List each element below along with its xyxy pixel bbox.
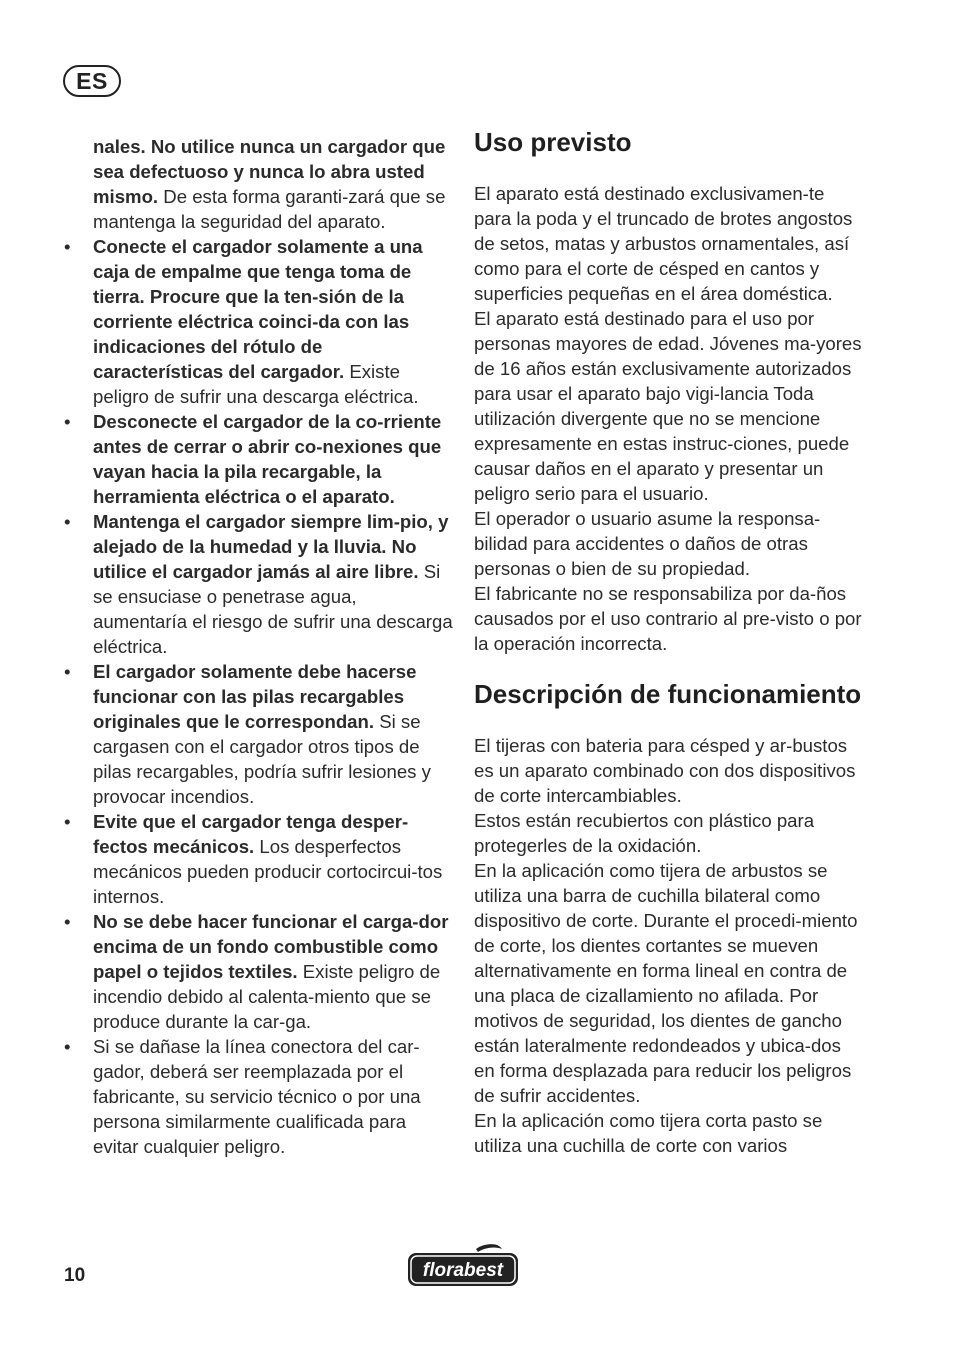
bullet-bold-text: El cargador solamente debe hacerse funcionar con las pilas recargables originales que le correspondan.: [93, 661, 417, 732]
bullet-bold-text: Evite que el cargador tenga desper-fectos mecánicos.: [93, 811, 409, 857]
safety-bullet-list: [62, 234, 454, 1159]
left-column: [62, 134, 454, 1159]
bullet-bold-text: Mantenga el cargador siempre lim-pio, y alejado de la humedad y la lluvia. No utilice el cargador jamás al aire libre.: [93, 511, 449, 582]
body-paragraph: El aparato está destinado exclusivamen-te para la poda y el truncado de brotes angostos de setos, matas y arbustos ornamentales, así como para el corte de césped en cantos y superficies pequeñas en el área doméstica.: [474, 183, 853, 304]
bullet-bold-text: No se debe hacer funcionar el carga-dor encima de un fondo combustible como papel o tejidos textiles.: [93, 911, 449, 982]
bullet-normal-text: Existe peligro de sufrir una descarga eléctrica.: [93, 361, 419, 407]
page-number: 10: [64, 1265, 86, 1286]
bullet-item: [62, 1034, 454, 1159]
bullet-marker: •: [64, 1036, 71, 1057]
continuation-paragraph: [62, 134, 454, 234]
continuation-bold: nales. No utilice nunca un cargador que sea defectuoso y nunca lo abra usted mismo.: [93, 136, 446, 207]
bullet-marker: •: [64, 911, 71, 932]
bullet-item: [62, 909, 454, 1034]
right-column: [474, 126, 864, 1158]
bullet-item: [62, 509, 454, 659]
section-descripcion-body: [474, 733, 864, 1158]
bullet-normal-text: Si se dañase la línea conectora del car-gador, deberá ser reemplazada por el fabricante, su servicio técnico o por una persona similarmente cualificada para evitar cualquier peligro.: [93, 1036, 421, 1157]
bullet-bold-text: Conecte el cargador solamente a una caja de empalme que tenga toma de tierra. Procure que la ten-sión de la corriente eléctrica coinci-da con las indicaciones del rótulo de características del cargador.: [93, 236, 423, 382]
bullet-item: [62, 659, 454, 809]
bullet-marker: •: [64, 411, 71, 432]
body-paragraph: El operador o usuario asume la responsa-bilidad para accidentes o daños de otras personas o bien de su propiedad.: [474, 508, 821, 579]
bullet-normal-text: Si se ensuciase o penetrase agua, aumentaría el riesgo de sufrir una descarga eléctrica.: [93, 561, 453, 657]
body-paragraph: En la aplicación como tijera corta pasto se utiliza una cuchilla de corte con varios: [474, 1110, 823, 1156]
bullet-marker: •: [64, 236, 71, 257]
bullet-marker: •: [64, 511, 71, 532]
section-title-descripcion: Descripción de funcionamiento: [474, 679, 862, 709]
bullet-item: [62, 809, 454, 909]
bullet-item: [62, 234, 454, 409]
section-title-uso-previsto: Uso previsto: [474, 127, 632, 157]
body-paragraph: En la aplicación como tijera de arbustos se utiliza una barra de cuchilla bilateral como dispositivo de corte. Durante el procedi-miento de corte, los dientes cortantes se mueven alternativamente en forma lineal en contra de una placa de cizallamiento no afilada. Por motivos de seguridad, los dientes de gancho: [474, 860, 858, 1031]
logo-text: florabest: [422, 1260, 504, 1281]
florabest-logo: [406, 1243, 520, 1289]
body-paragraph: El tijeras con bateria para césped y ar-bustos es un aparato combinado con dos dispositivos de corte intercambiables.: [474, 735, 856, 806]
bullet-normal-text: Existe peligro de incendio debido al calenta-miento que se produce durante la car-ga.: [93, 961, 441, 1032]
language-badge: ES: [63, 65, 121, 97]
continuation-normal: De esta forma garanti-zará que se mantenga la seguridad del aparato.: [93, 186, 446, 232]
body-paragraph: Estos están recubiertos con plástico para protegerles de la oxidación.: [474, 810, 815, 856]
bullet-normal-text: Los desperfectos mecánicos pueden producir cortocircui-tos internos.: [93, 836, 443, 907]
bullet-marker: •: [64, 811, 71, 832]
body-paragraph: El fabricante no se responsabiliza por da-ños causados por el uso contrario al pre-visto o por la operación incorrecta.: [474, 583, 862, 654]
bullet-normal-text: Si se cargasen con el cargador otros tipos de pilas recargables, podría sufrir lesiones y provocar incendios.: [93, 711, 431, 807]
bullet-bold-text: Desconecte el cargador de la co-rriente antes de cerrar o abrir co-nexiones que vayan hacia la pila recargable, la herramienta eléctrica o el aparato.: [93, 411, 442, 507]
body-paragraph: están lateralmente redondeados y ubica-dos en forma desplazada para reducir los peligros de sufrir accidentes.: [474, 1035, 852, 1106]
body-paragraph: El aparato está destinado para el uso por personas mayores de edad. Jóvenes ma-yores de 16 años están exclusivamente autorizados para usar el aparato bajo vigi-lancia Toda utilización divergente que no se mencione expresamente en estas instruc-ciones, puede causar daños en el aparato y presentar un peligro serio para el usuario.: [474, 308, 862, 504]
bullet-marker: •: [64, 661, 71, 682]
bullet-item: [62, 409, 454, 509]
section-uso-previsto-body: [474, 181, 864, 656]
